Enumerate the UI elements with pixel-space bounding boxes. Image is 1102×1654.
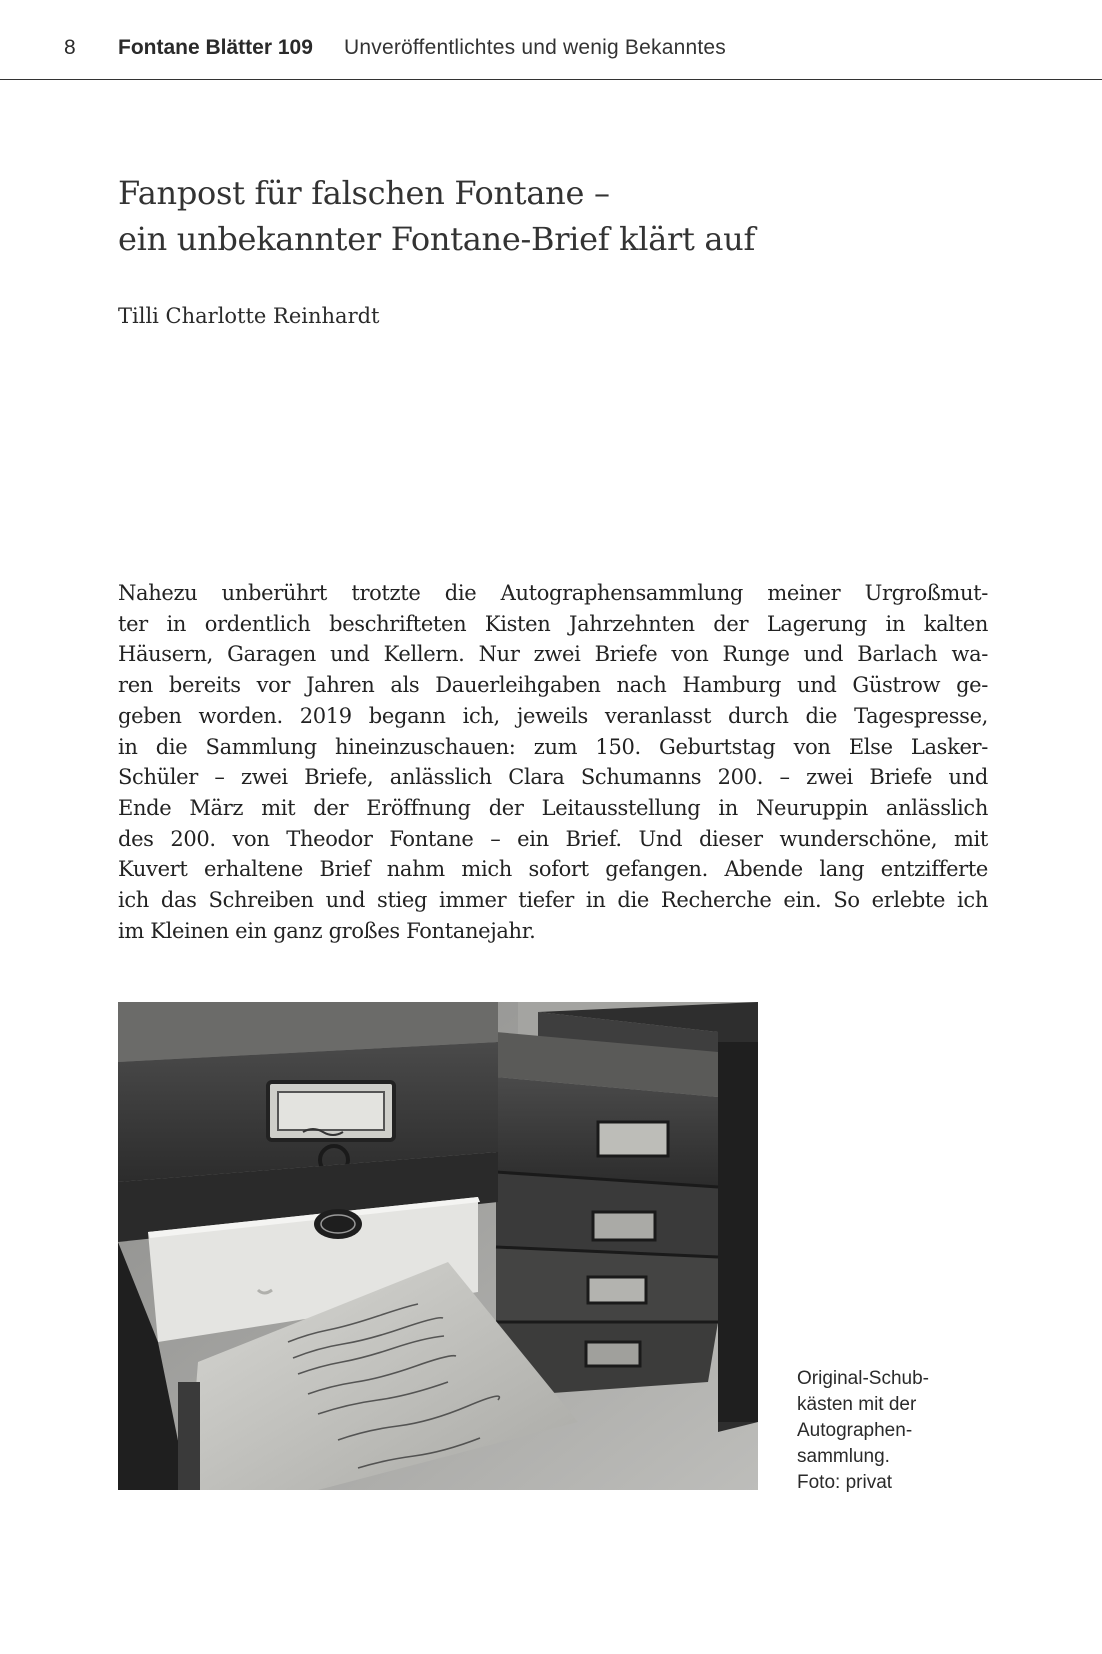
body-paragraph	[118, 578, 988, 946]
page-number: 8	[64, 36, 76, 59]
journal-title: Fontane Blätter 109	[118, 36, 313, 59]
photo-illustration	[118, 1002, 758, 1490]
body-line: geben worden. 2019 begann ich, jeweils veranlasst durch die Tagespresse,	[118, 703, 988, 728]
title-line: ein unbekannter Fontane-Brief klärt auf	[118, 220, 756, 258]
body-line: Häusern, Garagen und Kellern. Nur zwei Briefe von Runge und Barlach wa-	[118, 642, 988, 667]
section-title: Unveröffentlichtes und wenig Bekanntes	[344, 36, 726, 59]
author-name: Tilli Charlotte Reinhardt	[118, 304, 380, 328]
caption-line: kästen mit der	[797, 1394, 917, 1415]
figure-caption	[797, 1366, 997, 1496]
body-line: ter in ordentlich beschrifteten Kisten Jahrzehnten der Lagerung in kalten	[118, 611, 988, 636]
body-line: im Kleinen ein ganz großes Fontanejahr.	[118, 918, 536, 943]
caption-line: Autographen-	[797, 1420, 913, 1441]
article-title	[118, 170, 755, 262]
body-line: Kuvert erhaltene Brief nahm mich sofort gefangen. Abende lang entzifferte	[118, 857, 988, 882]
caption-line: Original-Schub-	[797, 1368, 929, 1389]
caption-line: sammlung.	[797, 1446, 890, 1467]
body-line: des 200. von Theodor Fontane – ein Brief. Und dieser wunderschöne, mit	[118, 826, 988, 851]
body-line: ich das Schreiben und stieg immer tiefer in die Recherche ein. So erlebte ich	[118, 888, 988, 913]
archive-drawers-photo	[118, 1002, 758, 1490]
body-line: ren bereits vor Jahren als Dauerleihgaben nach Hamburg und Güstrow ge-	[118, 673, 988, 698]
body-line: Schüler – zwei Briefe, anlässlich Clara Schumanns 200. – zwei Briefe und	[118, 765, 988, 790]
body-line: Nahezu unberührt trotzte die Autographensammlung meiner Urgroßmut-	[118, 581, 988, 605]
title-line: Fanpost für falschen Fontane –	[118, 174, 610, 212]
caption-line: Foto: privat	[797, 1472, 893, 1493]
body-line: Ende März mit der Eröffnung der Leitausstellung in Neuruppin anlässlich	[118, 795, 988, 820]
body-line: in die Sammlung hineinzuschauen: zum 150. Geburtstag von Else Lasker-	[118, 734, 988, 759]
running-head	[0, 0, 1102, 80]
